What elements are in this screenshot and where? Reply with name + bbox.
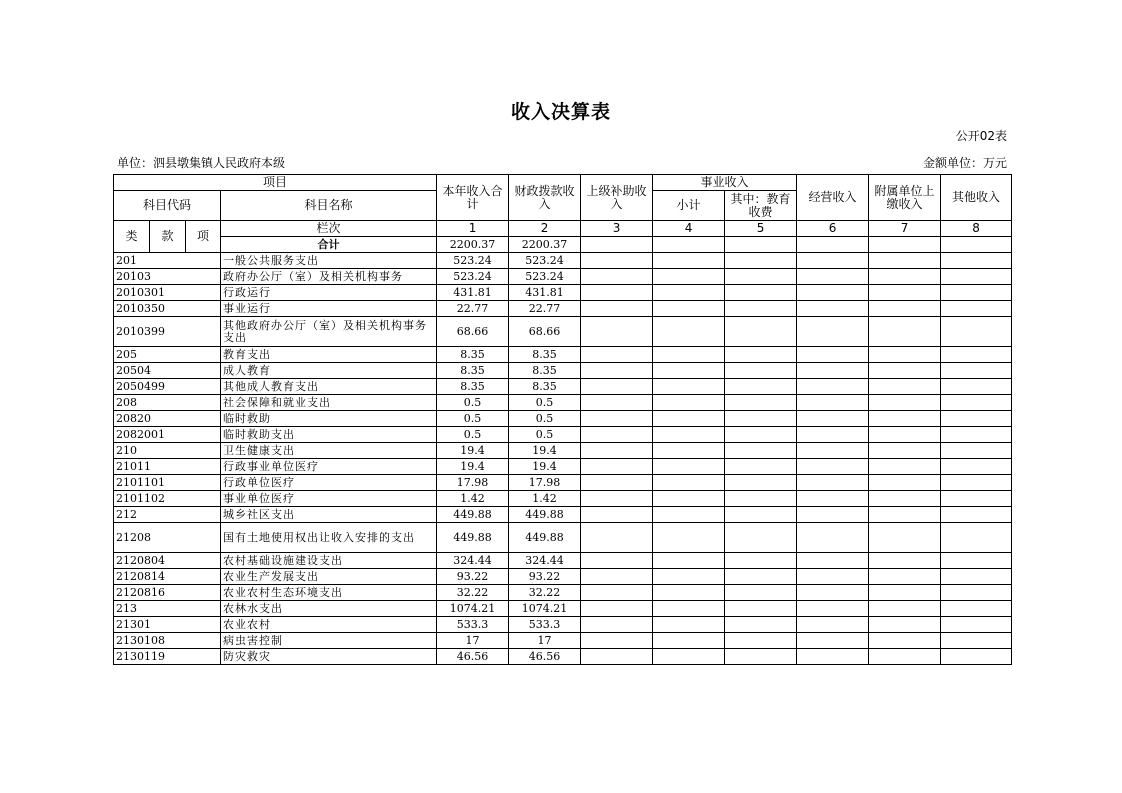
subject-name-cell: 成人教育 [221,363,437,379]
empty-cell [941,301,1012,317]
empty-cell [581,347,653,363]
table-row [114,285,1012,301]
empty-cell [581,301,653,317]
empty-cell [869,269,941,285]
empty-cell [797,633,869,649]
empty-cell [869,507,941,523]
fiscal-allocation-cell: 1074.21 [509,601,581,617]
table-body [114,253,1012,665]
col-num: 7 [869,221,941,237]
empty-cell [653,317,725,347]
lanci-header: 栏次 [221,221,437,237]
empty-cell [869,475,941,491]
total-income-cell: 17 [437,633,509,649]
fiscal-allocation-cell: 17.98 [509,475,581,491]
col-num: 2 [509,221,581,237]
empty-cell [797,427,869,443]
empty-cell [869,523,941,553]
subject-name-cell: 农业生产发展支出 [221,569,437,585]
fiscal-allocation-cell: 8.35 [509,347,581,363]
empty-cell [725,269,797,285]
empty-cell [581,491,653,507]
subject-name-cell: 其他政府办公厅（室）及相关机构事务支出 [221,317,437,347]
table-row [114,617,1012,633]
empty-cell [941,491,1012,507]
total-income-cell: 523.24 [437,269,509,285]
subject-code-cell: 2082001 [114,427,221,443]
empty-cell [941,633,1012,649]
fiscal-allocation-cell: 8.35 [509,363,581,379]
total-income-cell: 8.35 [437,347,509,363]
empty-cell [581,475,653,491]
empty-cell [869,617,941,633]
total-col2: 2200.37 [509,237,581,253]
subject-name-cell: 农村基础设施建设支出 [221,553,437,569]
col-num: 3 [581,221,653,237]
empty-cell [725,601,797,617]
empty-cell [653,427,725,443]
empty-cell [797,379,869,395]
subject-name-cell: 行政运行 [221,285,437,301]
empty-cell [581,317,653,347]
empty-cell [581,395,653,411]
subject-code-header: 科目代码 [114,191,221,221]
empty-cell [941,285,1012,301]
empty-cell [725,363,797,379]
table-row [114,347,1012,363]
subject-name-cell: 国有土地使用权出让收入安排的支出 [221,523,437,553]
total-income-cell: 1074.21 [437,601,509,617]
empty-cell [653,285,725,301]
empty-cell [581,569,653,585]
empty-cell [869,553,941,569]
empty-cell [725,395,797,411]
subject-code-cell: 2101102 [114,491,221,507]
empty-cell [653,475,725,491]
fiscal-allocation-cell: 93.22 [509,569,581,585]
income-table [113,174,1012,665]
empty-cell [581,285,653,301]
empty-cell [581,553,653,569]
empty-cell [725,475,797,491]
empty-cell [869,411,941,427]
empty-cell [797,347,869,363]
col4-group-header: 事业收入 [653,175,797,191]
subject-code-cell: 2130119 [114,649,221,665]
empty-cell [869,443,941,459]
empty-cell [941,507,1012,523]
subject-code-cell: 2010301 [114,285,221,301]
empty-cell [653,347,725,363]
empty-cell [725,443,797,459]
table-row [114,269,1012,285]
empty-cell [725,617,797,633]
fiscal-allocation-cell: 19.4 [509,459,581,475]
subject-code-cell: 2101101 [114,475,221,491]
empty-cell [653,411,725,427]
empty-cell [581,253,653,269]
fiscal-allocation-cell: 449.88 [509,523,581,553]
fiscal-allocation-cell: 523.24 [509,269,581,285]
empty-cell [725,523,797,553]
empty-cell [653,253,725,269]
empty-cell [581,411,653,427]
empty-cell [941,475,1012,491]
fiscal-allocation-cell: 19.4 [509,443,581,459]
empty-cell [941,523,1012,553]
col4-header: 小计 [653,191,725,221]
table-row [114,507,1012,523]
subject-name-cell: 行政单位医疗 [221,475,437,491]
total-income-cell: 8.35 [437,363,509,379]
subject-name-cell: 教育支出 [221,347,437,363]
col7-header: 附属单位上缴收入 [869,175,941,221]
subject-name-cell: 临时救助支出 [221,427,437,443]
empty-cell [725,285,797,301]
empty-cell [797,301,869,317]
subject-code-cell: 21301 [114,617,221,633]
empty-cell [869,301,941,317]
empty-cell [797,649,869,665]
empty-cell [581,269,653,285]
empty-cell [797,507,869,523]
empty-cell [725,411,797,427]
lei-header: 类 [114,221,150,253]
project-header: 项目 [114,175,437,191]
empty-cell [581,523,653,553]
empty-cell [869,459,941,475]
table-row [114,553,1012,569]
empty-cell [797,491,869,507]
empty-cell [797,601,869,617]
fiscal-allocation-cell: 431.81 [509,285,581,301]
empty-cell [941,317,1012,347]
empty-cell [941,395,1012,411]
total-income-cell: 1.42 [437,491,509,507]
total-income-cell: 19.4 [437,459,509,475]
empty-cell [725,301,797,317]
empty-cell [797,617,869,633]
table-row [114,491,1012,507]
fiscal-allocation-cell: 46.56 [509,649,581,665]
fiscal-allocation-cell: 17 [509,633,581,649]
table-row [114,475,1012,491]
subject-code-cell: 2050499 [114,379,221,395]
fiscal-allocation-cell: 523.24 [509,253,581,269]
table-row [114,427,1012,443]
subject-name-cell: 临时救助 [221,411,437,427]
subject-code-cell: 205 [114,347,221,363]
empty-cell [653,491,725,507]
empty-cell [941,553,1012,569]
total-income-cell: 0.5 [437,395,509,411]
empty-cell [653,395,725,411]
table-row [114,459,1012,475]
subject-code-cell: 208 [114,395,221,411]
empty-cell [941,379,1012,395]
total-income-cell: 449.88 [437,507,509,523]
empty-cell [941,427,1012,443]
empty-cell [797,443,869,459]
empty-cell [797,475,869,491]
total-income-cell: 449.88 [437,523,509,553]
col5-header: 其中：教育收费 [725,191,797,221]
amount-unit-label: 金额单位：万元 [922,156,1007,170]
fiscal-allocation-cell: 0.5 [509,395,581,411]
empty-cell [653,553,725,569]
subject-code-cell: 20103 [114,269,221,285]
empty-cell [869,363,941,379]
total-income-cell: 93.22 [437,569,509,585]
subject-name-cell: 防灾救灾 [221,649,437,665]
table-row [114,395,1012,411]
subject-name-cell: 农业农村 [221,617,437,633]
empty-cell [581,585,653,601]
empty-cell [941,649,1012,665]
subject-code-cell: 201 [114,253,221,269]
col3-header: 上级补助收入 [581,175,653,221]
col-num: 6 [797,221,869,237]
empty-cell [869,427,941,443]
subject-name-cell: 城乡社区支出 [221,507,437,523]
table-row [114,363,1012,379]
subject-name-cell: 社会保障和就业支出 [221,395,437,411]
subject-code-cell: 212 [114,507,221,523]
empty-cell [869,633,941,649]
empty-cell [941,569,1012,585]
subject-code-cell: 20820 [114,411,221,427]
col2-header: 财政拨款收入 [509,175,581,221]
table-row [114,317,1012,347]
empty-cell [725,633,797,649]
empty-cell [869,569,941,585]
subject-code-cell: 21011 [114,459,221,475]
subject-name-cell: 卫生健康支出 [221,443,437,459]
empty-cell [653,633,725,649]
empty-cell [653,269,725,285]
table-row [114,585,1012,601]
empty-cell [581,363,653,379]
empty-cell [869,317,941,347]
fiscal-allocation-cell: 1.42 [509,491,581,507]
empty-cell [581,633,653,649]
empty-cell [797,253,869,269]
total-income-cell: 0.5 [437,411,509,427]
subject-name-cell: 一般公共服务支出 [221,253,437,269]
subject-code-cell: 21208 [114,523,221,553]
unit-label: 单位：泗县墩集镇人民政府本级 [117,156,286,170]
table-row [114,633,1012,649]
empty-cell [941,601,1012,617]
empty-cell [725,585,797,601]
empty-cell [869,253,941,269]
empty-cell [869,491,941,507]
total-income-cell: 32.22 [437,585,509,601]
col6-header: 经营收入 [797,175,869,221]
empty-cell [653,443,725,459]
empty-cell [941,363,1012,379]
empty-cell [797,363,869,379]
empty-cell [869,649,941,665]
empty-cell [797,523,869,553]
total-income-cell: 19.4 [437,443,509,459]
table-row [114,253,1012,269]
table-row [114,443,1012,459]
empty-cell [581,459,653,475]
total-income-cell: 0.5 [437,427,509,443]
table-row [114,523,1012,553]
empty-cell [941,269,1012,285]
empty-cell [797,459,869,475]
empty-cell [725,649,797,665]
col8-header: 其他收入 [941,175,1012,221]
empty-cell [725,427,797,443]
col-num: 8 [941,221,1012,237]
total-income-cell: 46.56 [437,649,509,665]
subject-code-cell: 20504 [114,363,221,379]
empty-cell [725,553,797,569]
subject-name-header: 科目名称 [221,191,437,221]
empty-cell [869,395,941,411]
empty-cell [869,347,941,363]
fiscal-allocation-cell: 0.5 [509,411,581,427]
subject-name-cell: 病虫害控制 [221,633,437,649]
empty-cell [653,301,725,317]
empty-cell [653,601,725,617]
fiscal-allocation-cell: 324.44 [509,553,581,569]
empty-cell [653,523,725,553]
empty-cell [869,285,941,301]
empty-cell [653,569,725,585]
empty-cell [581,601,653,617]
empty-cell [653,617,725,633]
col1-header: 本年收入合计 [437,175,509,221]
subject-code-cell: 2120804 [114,553,221,569]
empty-cell [797,285,869,301]
subject-name-cell: 农林水支出 [221,601,437,617]
subject-code-cell: 2120814 [114,569,221,585]
empty-cell [941,253,1012,269]
col-num: 4 [653,221,725,237]
empty-cell [797,317,869,347]
empty-cell [941,459,1012,475]
form-number: 公开02表 [955,129,1007,143]
fiscal-allocation-cell: 22.77 [509,301,581,317]
subject-code-cell: 213 [114,601,221,617]
empty-cell [653,363,725,379]
empty-cell [797,269,869,285]
empty-cell [869,379,941,395]
fiscal-allocation-cell: 32.22 [509,585,581,601]
subject-code-cell: 210 [114,443,221,459]
empty-cell [725,317,797,347]
table-row [114,649,1012,665]
total-income-cell: 22.77 [437,301,509,317]
xiang-header: 项 [186,221,221,253]
subject-name-cell: 行政事业单位医疗 [221,459,437,475]
empty-cell [653,459,725,475]
empty-cell [581,617,653,633]
empty-cell [725,379,797,395]
subject-name-cell: 其他成人教育支出 [221,379,437,395]
empty-cell [653,585,725,601]
empty-cell [653,379,725,395]
total-income-cell: 17.98 [437,475,509,491]
col-num: 1 [437,221,509,237]
empty-cell [725,459,797,475]
table-row [114,601,1012,617]
empty-cell [725,347,797,363]
total-label: 合计 [221,237,437,253]
subject-code-cell: 2120816 [114,585,221,601]
empty-cell [797,553,869,569]
empty-cell [797,411,869,427]
fiscal-allocation-cell: 449.88 [509,507,581,523]
empty-cell [725,507,797,523]
col-num: 5 [725,221,797,237]
fiscal-allocation-cell: 0.5 [509,427,581,443]
subject-code-cell: 2010399 [114,317,221,347]
empty-cell [869,601,941,617]
subject-code-cell: 2010350 [114,301,221,317]
subject-name-cell: 事业单位医疗 [221,491,437,507]
empty-cell [725,569,797,585]
empty-cell [581,443,653,459]
empty-cell [869,585,941,601]
empty-cell [941,443,1012,459]
empty-cell [653,507,725,523]
subject-name-cell: 事业运行 [221,301,437,317]
empty-cell [581,507,653,523]
empty-cell [797,585,869,601]
table-row [114,301,1012,317]
total-income-cell: 324.44 [437,553,509,569]
empty-cell [941,617,1012,633]
empty-cell [581,427,653,443]
empty-cell [725,253,797,269]
empty-cell [797,395,869,411]
empty-cell [941,585,1012,601]
total-income-cell: 431.81 [437,285,509,301]
total-income-cell: 68.66 [437,317,509,347]
total-income-cell: 8.35 [437,379,509,395]
table-row [114,569,1012,585]
subject-code-cell: 2130108 [114,633,221,649]
empty-cell [725,491,797,507]
empty-cell [941,411,1012,427]
page-title: 收入决算表 [510,101,611,123]
subject-name-cell: 农业农村生态环境支出 [221,585,437,601]
total-col1: 2200.37 [437,237,509,253]
total-income-cell: 533.3 [437,617,509,633]
kuan-header: 款 [150,221,186,253]
fiscal-allocation-cell: 533.3 [509,617,581,633]
total-income-cell: 523.24 [437,253,509,269]
empty-cell [581,649,653,665]
empty-cell [941,347,1012,363]
table-row [114,411,1012,427]
empty-cell [797,569,869,585]
subject-name-cell: 政府办公厅（室）及相关机构事务 [221,269,437,285]
empty-cell [581,379,653,395]
fiscal-allocation-cell: 8.35 [509,379,581,395]
empty-cell [653,649,725,665]
table-row [114,379,1012,395]
fiscal-allocation-cell: 68.66 [509,317,581,347]
